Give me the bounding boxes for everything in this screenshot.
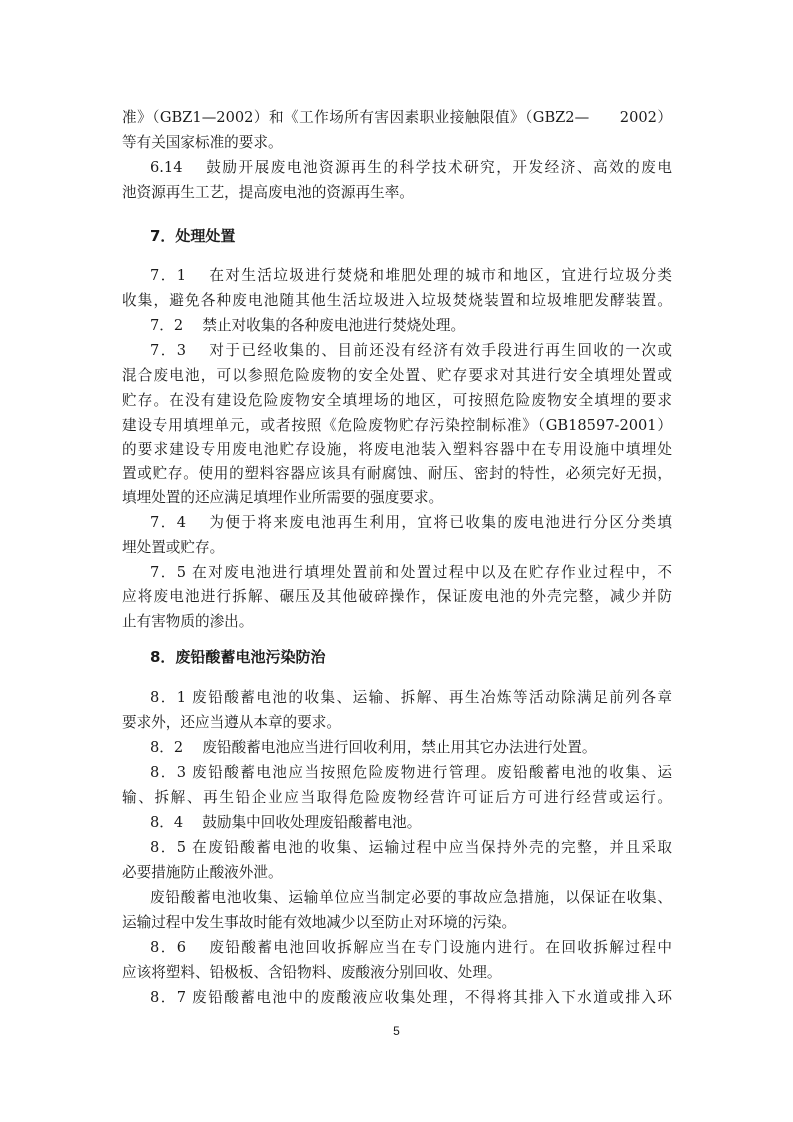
text-line: 止有害物质的渗出。 (122, 613, 254, 630)
text-line: 7．1 在对生活垃圾进行焚烧和堆肥处理的城市和地区，宜进行垃圾分类 (150, 267, 672, 284)
text-line: 等有关国家标准的要求。 (122, 134, 283, 151)
text-line: 准》（GBZ1—2002）和《工作场所有害因素职业接触限值》（GBZ2— 2002） (122, 109, 672, 126)
text-line: 建设专用填埋单元，或者按照《危险废物贮存污染控制标准》（GB18597-2001） (122, 417, 672, 434)
text-line: 收集，避免各种废电池随其他生活垃圾进入垃圾焚烧装置和垃圾堆肥发酵装置。 (122, 292, 672, 309)
text-line: 输、拆解、再生铅企业应当取得危险废物经营许可证后方可进行经营或运行。 (122, 789, 672, 806)
text-line: 6.14 鼓励开展废电池资源再生的科学技术研究，开发经济、高效的废电 (150, 159, 672, 176)
page-number: 5 (393, 1024, 400, 1038)
text-line: 应将废电池进行拆解、碾压及其他破碎操作，保证废电池的外壳完整，减少并防 (122, 588, 672, 605)
text-line: 废铅酸蓄电池收集、运输单位应当制定必要的事故应急措施，以保证在收集、 (150, 889, 672, 906)
text-line: 运输过程中发生事故时能有效地减少以至防止对环境的污染。 (122, 914, 517, 931)
text-line: 混合废电池，可以参照危险废物的安全处置、贮存要求对其进行安全填埋处置或 (122, 367, 672, 384)
text-line: 埋处置或贮存。 (122, 539, 225, 556)
text-line: 必要措施防止酸液外泄。 (122, 864, 283, 881)
text-line: 8．1 废铅酸蓄电池的收集、运输、拆解、再生冶炼等活动除满足前列各章 (150, 689, 672, 706)
text-line: 应该将塑料、铅极板、含铅物料、废酸液分别回收、处理。 (122, 964, 502, 981)
section-heading-8: 8．废铅酸蓄电池污染防治 (150, 648, 326, 666)
text-line: 填埋处置的还应满足填埋作业所需要的强度要求。 (122, 489, 444, 506)
text-line: 7．5 在对废电池进行填埋处置前和处置过程中以及在贮存作业过程中，不 (150, 564, 672, 581)
text-line: 8．5 在废铅酸蓄电池的收集、运输过程中应当保持外壳的完整，并且采取 (150, 839, 672, 856)
text-line: 7．2 禁止对收集的各种废电池进行焚烧处理。 (150, 317, 466, 334)
text-line: 置或贮存。使用的塑料容器应该具有耐腐蚀、耐压、密封的特性，必须完好无损， (122, 465, 672, 482)
text-line: 8．6 废铅酸蓄电池回收拆解应当在专门设施内进行。在回收拆解过程中 (150, 939, 672, 956)
text-line: 8．4 鼓励集中回收处理废铅酸蓄电池。 (150, 814, 422, 831)
text-line: 8．2 废铅酸蓄电池应当进行回收利用，禁止用其它办法进行处置。 (150, 739, 597, 756)
text-line: 池资源再生工艺，提高废电池的资源再生率。 (122, 184, 414, 201)
text-line: 7．4 为便于将来废电池再生利用，宜将已收集的废电池进行分区分类填 (150, 514, 672, 531)
section-heading-7: 7．处理处置 (150, 227, 236, 245)
text-line: 贮存。在没有建设危险废物安全填埋场的地区，可按照危险废物安全填埋的要求 (122, 392, 672, 409)
text-line: 要求外，还应当遵从本章的要求。 (122, 714, 341, 731)
text-line: 8．3 废铅酸蓄电池应当按照危险废物进行管理。废铅酸蓄电池的收集、运 (150, 764, 672, 781)
text-line: 的要求建设专用废电池贮存设施，将废电池装入塑料容器中在专用设施中填埋处 (122, 441, 672, 458)
text-line: 7．3 对于已经收集的、目前还没有经济有效手段进行再生回收的一次或 (150, 342, 672, 359)
text-line: 8．7 废铅酸蓄电池中的废酸液应收集处理，不得将其排入下水道或排入环 (150, 989, 672, 1006)
